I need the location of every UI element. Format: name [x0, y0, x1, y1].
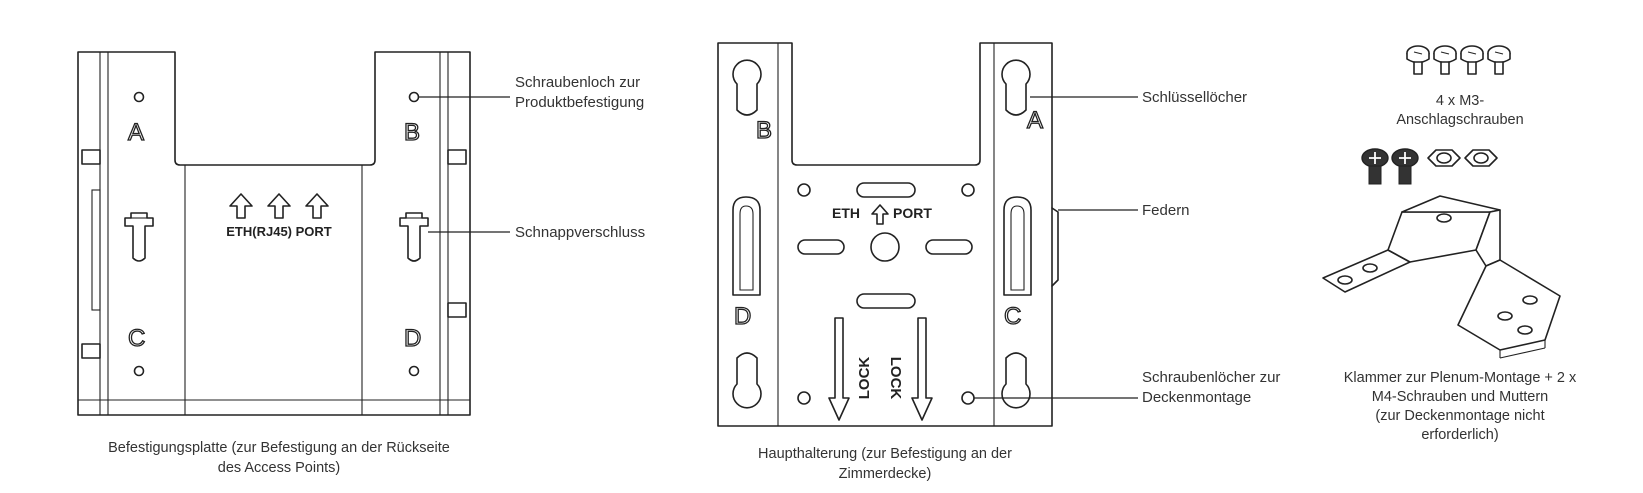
screw-hole	[410, 93, 419, 102]
clip-label-line3: (zur Deckenmontage nicht	[1375, 408, 1545, 424]
callout-screw-hole-line1: Schraubenloch zur	[515, 74, 641, 91]
port-arrow-icon	[230, 194, 252, 218]
plate-side-tab	[448, 150, 466, 164]
m3-screw-icon	[1488, 46, 1510, 74]
plate-letter-b: B	[404, 119, 421, 146]
bracket-port-label-left: ETH	[832, 205, 860, 221]
screw-hole	[135, 367, 144, 376]
m3-screw-icon	[1461, 46, 1483, 74]
screw-hole	[410, 367, 419, 376]
m3-screw-icon	[1434, 46, 1456, 74]
callout-keyholes: Schlüssellöcher	[1142, 89, 1248, 106]
m4-screw-icon	[1362, 149, 1388, 184]
clip-label-line2: M4-Schrauben und Muttern	[1371, 389, 1549, 405]
snap-lock-right	[400, 213, 428, 261]
plate-side-tab	[82, 150, 100, 164]
callout-ceiling-holes-line2: Deckenmontage	[1142, 389, 1252, 406]
bracket-caption-line1: Haupthalterung (zur Befestigung an der	[758, 446, 1012, 462]
screws-label-line1: 4 x M3-	[1435, 93, 1485, 109]
spring-slot-left	[733, 197, 760, 295]
bracket-slot	[926, 240, 972, 254]
bracket-letter-d: D	[734, 303, 752, 330]
nut-icon	[1465, 150, 1497, 166]
callout-ceiling-holes-line1: Schraubenlöcher zur	[1142, 369, 1281, 386]
callout-snap-lock: Schnappverschluss	[515, 224, 646, 241]
m3-screw-icon	[1407, 46, 1429, 74]
keyhole-icon	[1002, 60, 1030, 115]
plate-caption-line2: des Access Points)	[217, 460, 341, 476]
clip-label-line1: Klammer zur Plenum-Montage + 2 x	[1343, 370, 1577, 386]
nut-icon	[1428, 150, 1460, 166]
plate-letter-d: D	[404, 325, 422, 352]
plate-side-rail	[92, 190, 100, 310]
lock-arrow-right	[912, 318, 932, 420]
spring-slot-detail	[1011, 206, 1024, 290]
bracket-caption-line2: Zimmerdecke)	[838, 466, 932, 482]
spring-slot-right	[1004, 197, 1031, 295]
plate-letter-a: A	[128, 119, 145, 146]
plate-side-tab	[448, 303, 466, 317]
bracket-letter-b: B	[756, 117, 773, 144]
screw-hole	[135, 93, 144, 102]
bracket-port-arrow-icon	[872, 205, 888, 224]
bracket-hole	[798, 392, 810, 404]
plate-caption-line1: Befestigungsplatte (zur Befestigung an der Rückseite	[108, 440, 450, 456]
bracket-letter-c: C	[1004, 303, 1022, 330]
keyhole-icon	[733, 353, 761, 408]
port-arrow-icon	[306, 194, 328, 218]
bracket-port-label-right: PORT	[893, 205, 932, 221]
bracket-hole	[798, 184, 810, 196]
port-arrow-icon	[268, 194, 290, 218]
lock-label-left: LOCK	[856, 356, 873, 400]
plenum-clip-icon	[1323, 196, 1560, 358]
keyhole-icon	[733, 60, 761, 115]
bracket-slot	[798, 240, 844, 254]
bracket-outline	[718, 43, 1052, 426]
clip-label-line4: erforderlich)	[1421, 427, 1499, 443]
spring-slot-detail	[740, 206, 753, 290]
callout-springs: Federn	[1142, 202, 1190, 219]
plate-port-label: ETH(RJ45) PORT	[226, 224, 332, 239]
bracket-hole	[962, 184, 974, 196]
lock-arrow-left	[829, 318, 849, 420]
m4-screw-icon	[1392, 149, 1418, 184]
bracket-hole	[962, 392, 974, 404]
bracket-slot	[857, 183, 915, 197]
lock-label-right: LOCK	[887, 356, 904, 400]
screws-label-line2: Anschlagschrauben	[1396, 112, 1524, 128]
plate-side-tab	[82, 344, 100, 358]
callout-screw-hole-line2: Produktbefestigung	[515, 94, 645, 111]
main-bracket	[718, 43, 1280, 482]
bracket-center-hole	[871, 233, 899, 261]
plate-letter-c: C	[128, 325, 146, 352]
bracket-letter-a: A	[1027, 107, 1044, 134]
mounting-plate	[78, 52, 645, 476]
spring-clip	[1052, 208, 1058, 286]
accessories	[1323, 46, 1577, 443]
snap-lock-left	[125, 213, 153, 261]
keyhole-icon	[1002, 353, 1030, 408]
bracket-slot	[857, 294, 915, 308]
